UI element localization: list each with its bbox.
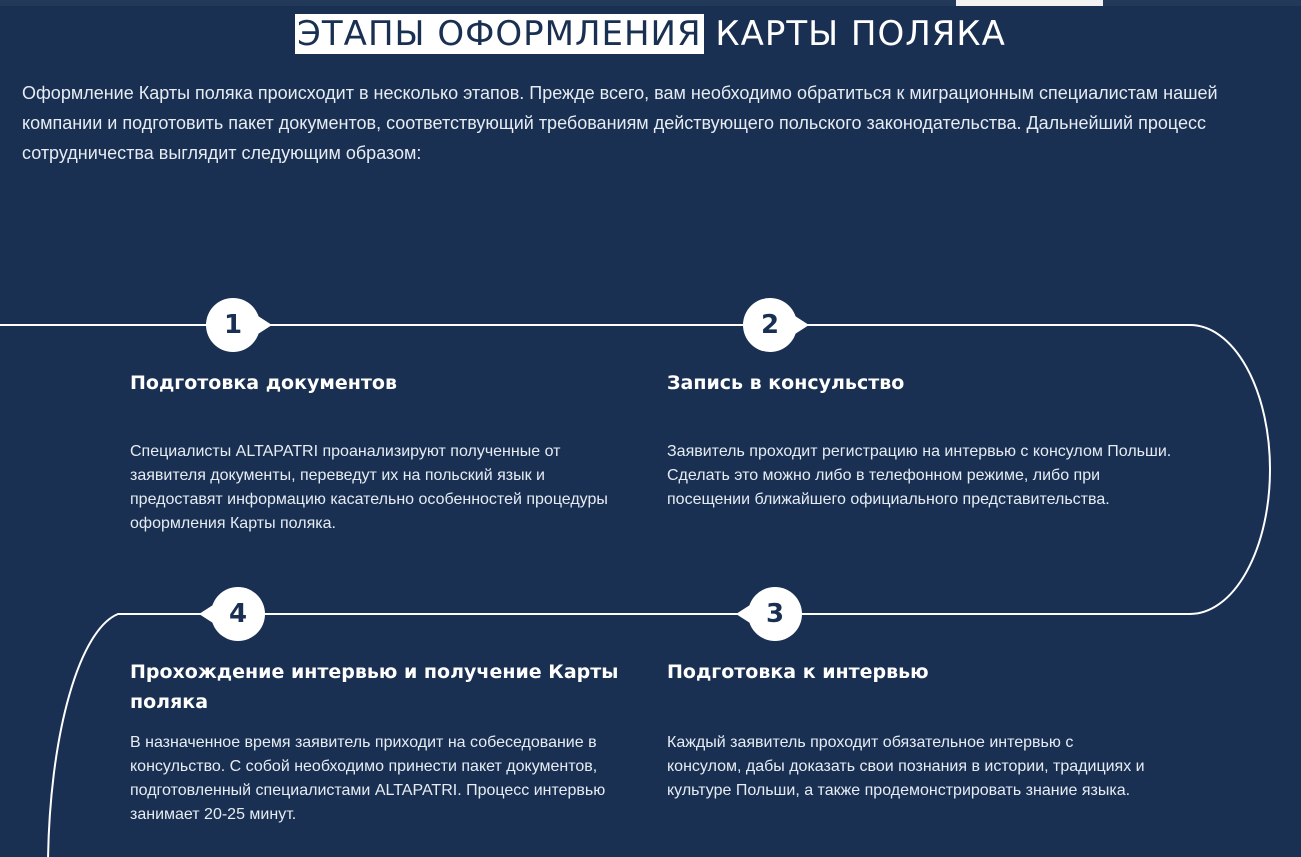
step-3-text: Каждый заявитель проходит обязательное интервью с консулом, дабы доказать свои познания в истории, традициях и культуре Польши, а также продемонстрировать знание языка. <box>667 734 1145 799</box>
section-title-rest: КАРТЫ ПОЛЯКА <box>703 14 1006 54</box>
section-intro: Оформление Карты поляка происходит в несколько этапов. Прежде всего, вам необходимо обратиться к миграционным специалистам нашей компании и подготовить пакет документов, соответствующий требованиям действующего польского законодательства. Дальнейший процесс сотрудничества выглядит следующим образом: <box>22 83 1218 163</box>
step-3-badge: 3 <box>748 587 802 641</box>
step-1-title: Подготовка документов <box>130 372 398 394</box>
step-4-badge: 4 <box>211 587 265 641</box>
section-title-highlight: ЭТАПЫ ОФОРМЛЕНИЯ <box>297 14 702 54</box>
step-4-title: Прохождение интервью и получение Карты поляка <box>130 661 619 713</box>
step-2-badge: 2 <box>743 298 797 352</box>
step-4-text: В назначенное время заявитель приходит на собеседование в консульство. С собой необходимо принести пакет документов, подготовленный специалистами ALTAPATRI. Процесс интервью занимает 20-25 минут. <box>130 734 606 823</box>
step-1-text: Специалисты ALTAPATRI проанализируют полученные от заявителя документы, переведут их на польский язык и предоставят информацию касательно особенностей процедуры оформления Карты поляка. <box>130 443 608 532</box>
step-2-title: Запись в консульство <box>667 372 905 394</box>
step-1-badge: 1 <box>206 298 260 352</box>
step-2-text: Заявитель проходит регистрацию на интервью с консулом Польши. Сделать это можно либо в телефонном режиме, либо при посещении ближайшего официального представительства. <box>667 443 1172 508</box>
step-3-title: Подготовка к интервью <box>667 661 929 683</box>
